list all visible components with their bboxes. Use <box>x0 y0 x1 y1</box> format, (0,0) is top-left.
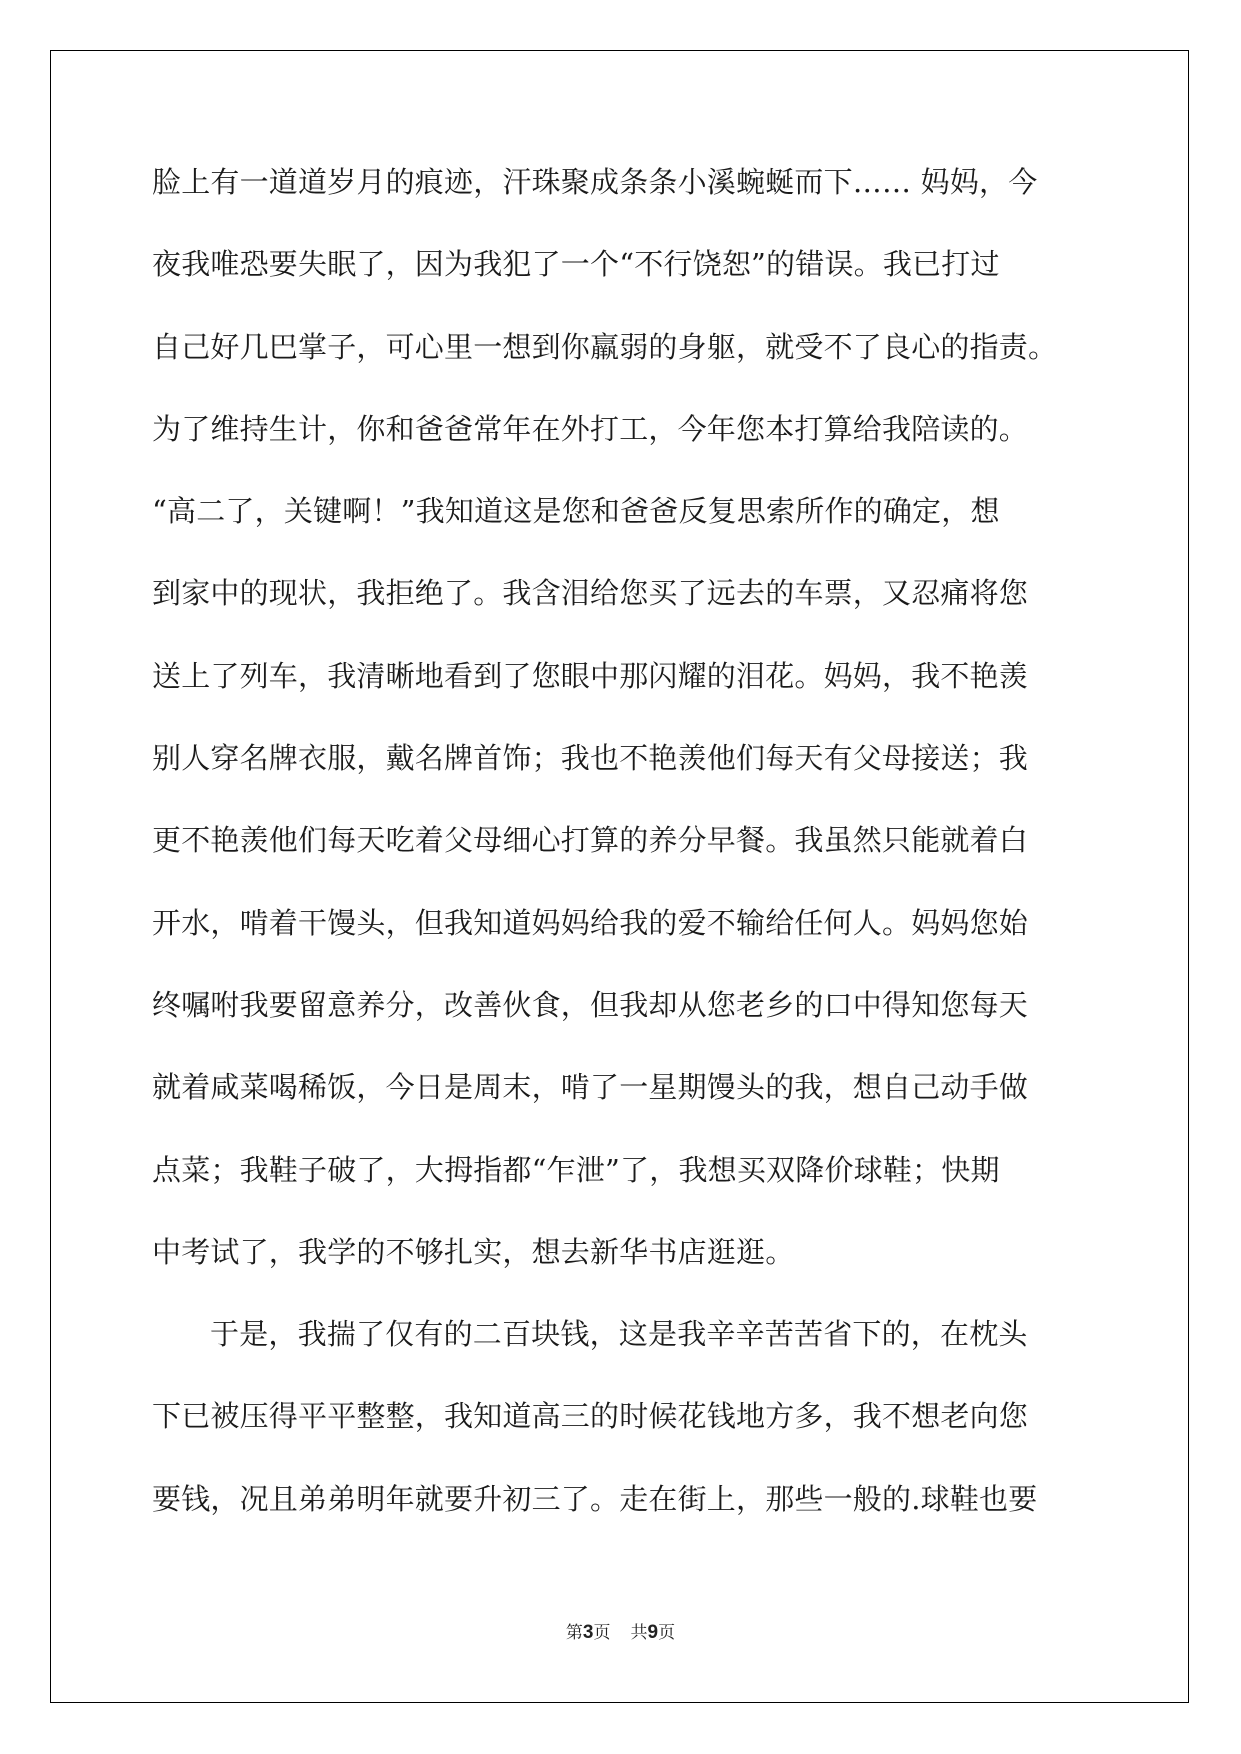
total-page-number: 9 <box>647 1622 659 1643</box>
current-page-number: 3 <box>582 1622 594 1643</box>
text-line: 夜我唯恐要失眠了，因为我犯了一个“不行饶恕”的错误。我已打过 <box>152 247 1000 282</box>
text-line: 下已被压得平平整整，我知道高三的时候花钱地方多，我不想老向您 <box>152 1399 1029 1434</box>
text-line: 别人穿名牌衣服，戴名牌首饰；我也不艳羡他们每天有父母接送；我 <box>152 741 1029 776</box>
text-line: 自己好几巴掌子，可心里一想到你羸弱的身躯，就受不了良心的指责。 <box>152 329 1058 364</box>
text-line: 要钱，况且弟弟明年就要升初三了。走在街上，那些一般的.球鞋也要 <box>152 1481 1038 1516</box>
page-footer <box>0 1618 1241 1644</box>
page-prefix: 第 <box>565 1623 583 1643</box>
text-line: 开水，啃着干馒头，但我知道妈妈给我的爱不输给任何人。妈妈您始 <box>152 905 1029 940</box>
text-line: 终嘱咐我要留意养分，改善伙食，但我却从您老乡的口中得知您每天 <box>152 987 1029 1022</box>
page-suffix: 页 <box>593 1623 611 1643</box>
total-prefix: 共 <box>630 1623 648 1643</box>
text-line: 到家中的现状，我拒绝了。我含泪给您买了远去的车票，又忍痛将您 <box>152 576 1029 611</box>
text-line: 中考试了，我学的不够扎实，想去新华书店逛逛。 <box>152 1234 795 1269</box>
text-line: 为了维持生计，你和爸爸常年在外打工，今年您本打算给我陪读的。 <box>152 411 1029 446</box>
text-line: 送上了列车，我清晰地看到了您眼中那闪耀的泪花。妈妈，我不艳羡 <box>152 658 1029 693</box>
text-line: 点菜；我鞋子破了，大拇指都“乍泄”了，我想买双降价球鞋；快期 <box>152 1152 1000 1187</box>
paragraph-first-line: 于是，我揣了仅有的二百块钱，这是我辛辛苦苦省下的，在枕头 <box>210 1317 1028 1352</box>
text-line: 更不艳羡他们每天吃着父母细心打算的养分早餐。我虽然只能就着白 <box>152 823 1029 858</box>
document-body <box>152 160 1092 1559</box>
text-line: “高二了，关键啊！”我知道这是您和爸爸反复思索所作的确定，想 <box>152 494 1000 529</box>
text-line: 脸上有一道道岁月的痕迹，汗珠聚成条条小溪蜿蜒而下…… 妈妈，今 <box>152 165 1038 199</box>
total-suffix: 页 <box>658 1623 676 1643</box>
text-line: 就着咸菜喝稀饭，今日是周末，啃了一星期馒头的我，想自己动手做 <box>152 1070 1029 1105</box>
